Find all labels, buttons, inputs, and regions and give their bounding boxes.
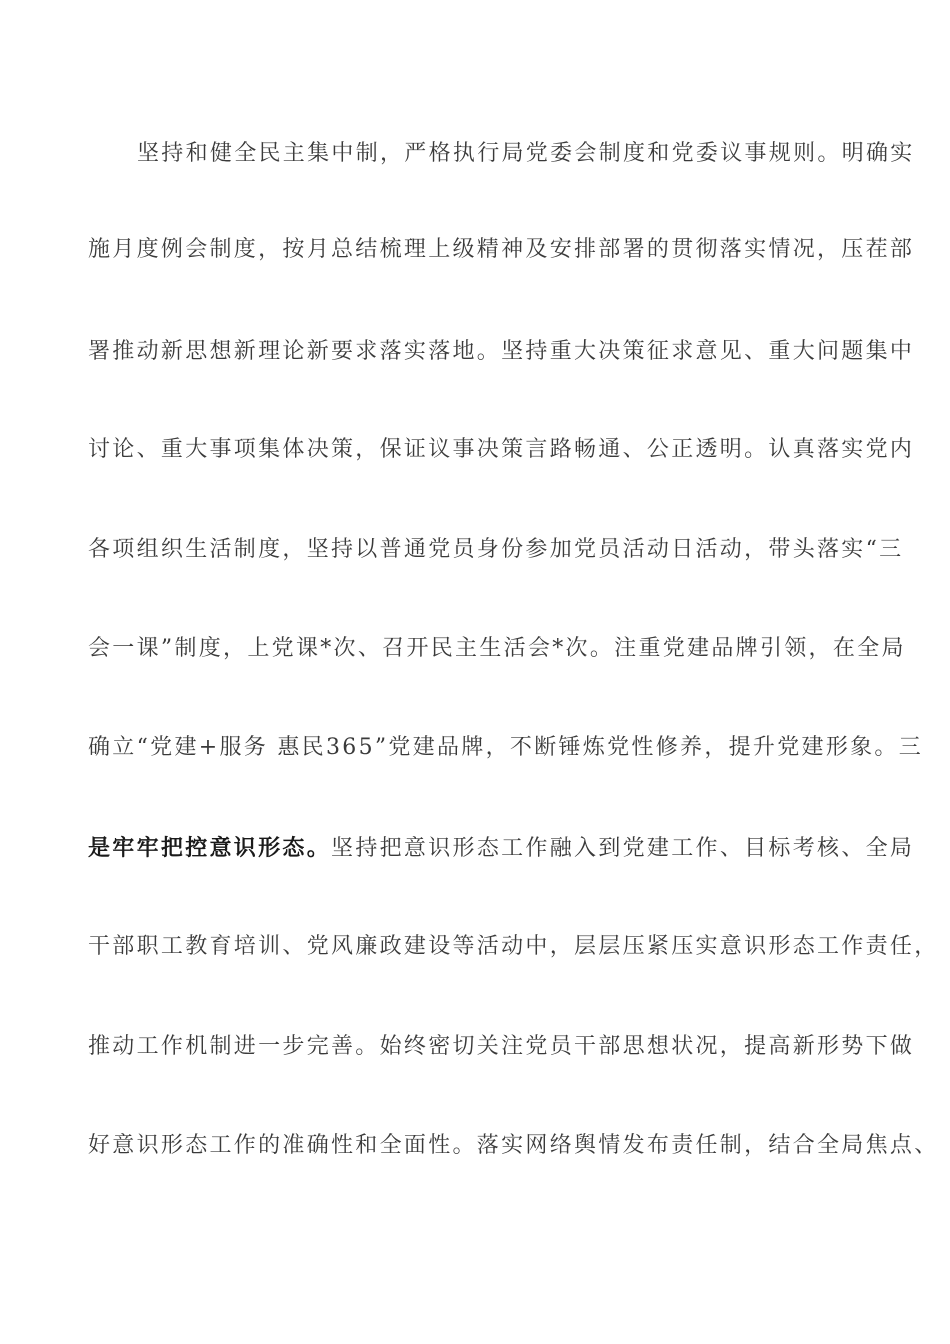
paragraph-line-11: 好意识形态工作的准确性和全面性。落实网络舆情发布责任制，结合全局焦点、 [88,1133,939,1158]
paragraph-line-6: 会一课”制度，上党课*次、召开民主生活会*次。注重党建品牌引领，在全局 [88,636,906,661]
paragraph-line-3: 署推动新思想新理论新要求落实落地。坚持重大决策征求意见、重大问题集中 [88,339,915,364]
paragraph-line-2: 施月度例会制度，按月总结梳理上级精神及安排部署的贯彻落实情况，压茬部 [88,237,915,262]
paragraph-line-5: 各项组织生活制度，坚持以普通党员身份参加党员活动日活动，带头落实“三 [88,537,904,562]
paragraph-line-8-text: 坚持把意识形态工作融入到党建工作、目标考核、全局 [331,836,915,861]
paragraph-line-4: 讨论、重大事项集体决策，保证议事决策言路畅通、公正透明。认真落实党内 [88,437,915,462]
paragraph-line-10: 推动工作机制进一步完善。始终密切关注党员干部思想状况，提高新形势下做 [88,1034,915,1059]
paragraph-line-8 [88,833,915,863]
paragraph-line-9: 干部职工教育培训、党风廉政建设等活动中，层层压紧压实意识形态工作责任， [88,934,939,959]
paragraph-line-7: 确立“党建+服务 惠民365”党建品牌，不断锤炼党性修养，提升党建形象。三 [88,735,924,760]
paragraph-line-1: 坚持和健全民主集中制，严格执行局党委会制度和党委议事规则。明确实 [137,141,915,166]
section-heading-ideology: 是牢牢把控意识形态。 [88,835,332,861]
